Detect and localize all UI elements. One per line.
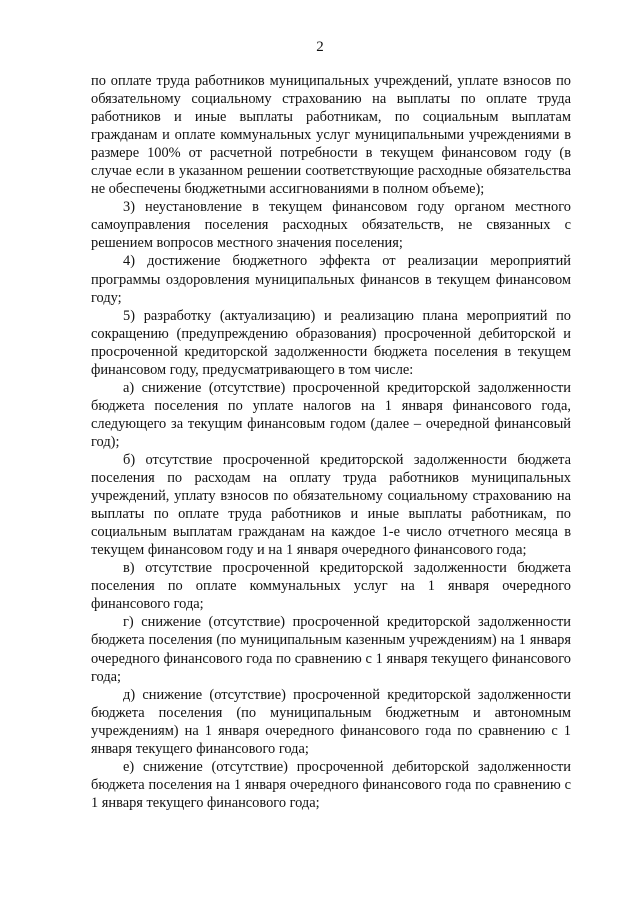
paragraph-item-4: 4) достижение бюджетного эффекта от реализации мероприятий программы оздоровления муниципальных финансов в текущем финансовом году; [91,253,571,306]
paragraph-subitem-d: д) снижение (отсутствие) просроченной кредиторской задолженности бюджета поселения (по муниципальным бюджетным и автономным учреждениям) на 1 января очередного финансового года по сравнению с 1 января текущего финансового года; [91,686,571,757]
document-body [91,72,571,812]
paragraph-subitem-a: а) снижение (отсутствие) просроченной кредиторской задолженности бюджета поселения по уплате налогов на 1 января финансового года, следующего за текущим финансовым годом (далее – очередной финансовый год); [91,379,571,450]
paragraph-subitem-e: е) снижение (отсутствие) просроченной дебиторской задолженности бюджета поселения на 1 января очередного финансового года по сравнению с 1 января текущего финансового года; [91,758,571,811]
paragraph-subitem-g: г) снижение (отсутствие) просроченной кредиторской задолженности бюджета поселения (по муниципальным казенным учреждениям) на 1 января очередного финансового года по сравнению с 1 января текущего финансового года; [91,614,571,685]
page-number: 2 [316,39,324,55]
paragraph-item-3: 3) неустановление в текущем финансовом году органом местного самоуправления поселения расходных обязательств, не связанных с решением вопросов местного значения поселения; [91,199,571,252]
paragraph-subitem-v: в) отсутствие просроченной кредиторской задолженности бюджета поселения по оплате коммунальных услуг на 1 января очередного финансового года; [91,560,571,613]
paragraph-subitem-b: б) отсутствие просроченной кредиторской задолженности бюджета поселения по расходам на оплату труда работников муниципальных учреждений, уплату взносов по обязательному социальному страхованию на выплаты по оплате труда работников и иные выплаты работникам, по социальным выплатам гражданам на каждое 1-е число отчетного месяца в текущем финансовом году и на 1 января очередного финансового года; [91,451,571,559]
paragraph-continuation: по оплате труда работников муниципальных учреждений, уплате взносов по обязательному социальному страхованию на выплаты по оплате труда работников и иные выплаты работникам, по социальным выплатам гражданам и оплате коммунальных услуг муниципальными учреждениями в размере 100% от расчетной потребности в текущем финансовом году (в случае если в указанном решении соответствующие расходные обязательства не обеспечены бюджетными ассигнованиями в полном объеме); [91,73,571,198]
paragraph-item-5: 5) разработку (актуализацию) и реализацию плана мероприятий по сокращению (предупреждению образования) просроченной дебиторской и просроченной кредиторской задолженности бюджета поселения в текущем финансовом году, предусматривающего в том числе: [91,307,571,378]
